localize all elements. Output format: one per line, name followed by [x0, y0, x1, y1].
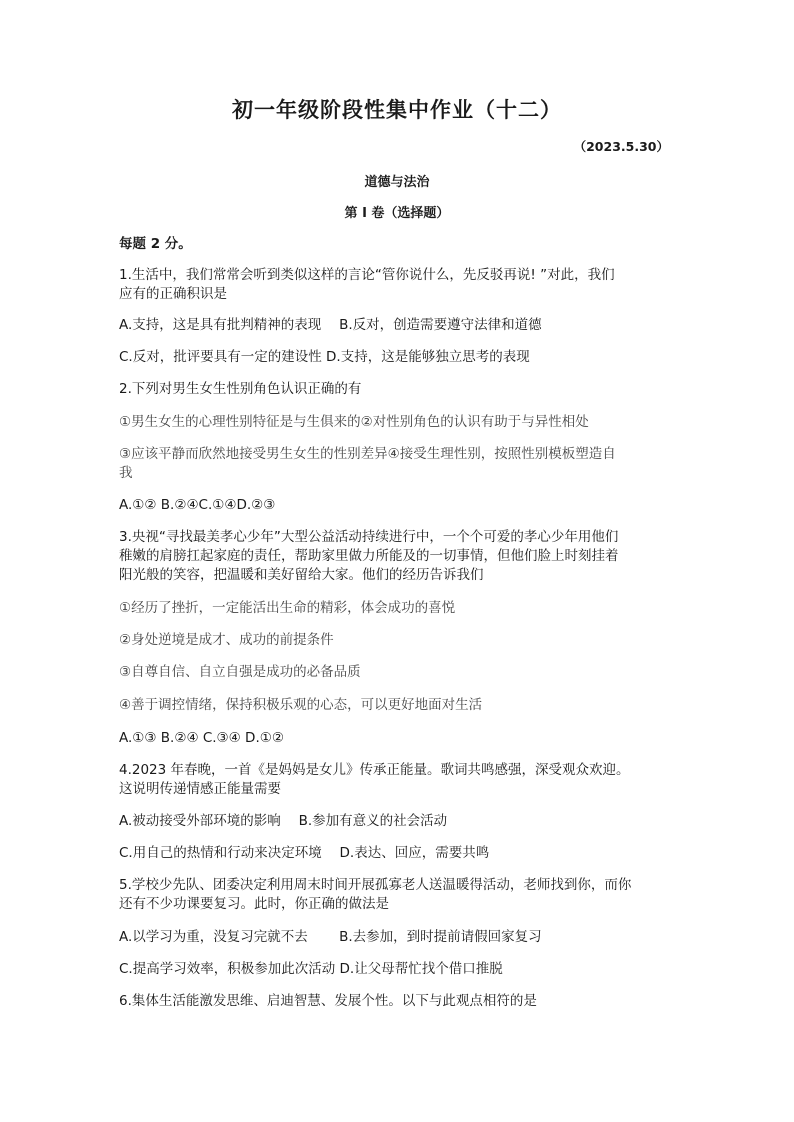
question-5-option-line-2: C.提高学习效率，积极参加此次活动 D.让父母帮忙找个借口推脱	[119, 961, 503, 977]
question-3-options: A.①③ B.②④ C.③④ D.①②	[119, 730, 284, 746]
question-3-stem-line-1: 3.央视“寻找最美孝心少年”大型公益活动持续进行中，一个个可爱的孝心少年用他们	[119, 529, 619, 545]
document-date: （2023.5.30）	[573, 139, 669, 154]
question-1-stem-line-2: 应有的正确积识是	[119, 286, 227, 302]
question-1-option-line-1: A.支持，这是具有批判精神的表现 B.反对，创造需要遵守法律和道德	[119, 317, 542, 333]
subject-heading: 道德与法治	[364, 175, 430, 190]
section-heading: 第 I 卷（选择题）	[344, 206, 450, 221]
question-3-statement-1: ①经历了挫折，一定能活出生命的精彩，体会成功的喜悦	[119, 600, 456, 616]
question-4-option-line-2: C.用自己的热情和行动来决定环境 D.表达、回应，需要共鸣	[119, 845, 490, 861]
question-2-options: A.①② B.②④C.①④D.②③	[119, 497, 276, 513]
question-5-option-line-1: A.以学习为重，没复习完就不去 B.去参加，到时提前请假回家复习	[119, 929, 542, 945]
score-note: 每题 2 分。	[119, 236, 192, 252]
question-6-stem: 6.集体生活能激发思维、启迪智慧、发展个性。以下与此观点相符的是	[119, 993, 537, 1009]
question-4-stem-line-1: 4.2023 年春晚，一首《是妈妈是女儿》传承正能量。歌词共鸣感强，深受观众欢迎。	[119, 762, 630, 778]
question-5-stem-line-1: 5.学校少先队、团委决定利用周末时间开展孤寡老人送温暖得活动，老师找到你，而你	[119, 877, 632, 893]
question-1-option-line-2: C.反对，批评要具有一定的建设性 D.支持，这是能够独立思考的表现	[119, 349, 530, 365]
question-2-statement-line-1: ①男生女生的心理性别特征是与生俱来的②对性别角色的认识有助于与异性相处	[119, 414, 589, 430]
question-2-stem: 2.下列对男生女生性别角色认识正确的有	[119, 381, 362, 397]
question-3-statement-4: ④善于调控情绪，保持积极乐观的心态，可以更好地面对生活	[119, 697, 483, 713]
question-3-stem-line-3: 阳光般的笑容，把温暖和美好留给大家。他们的经历告诉我们	[119, 567, 484, 583]
question-5-stem-line-2: 还有不少功课要复习。此时，你正确的做法是	[119, 896, 389, 912]
question-2-statement-line-2: ③应该平静而欣然地接受男生女生的性别差异④接受生理性别，按照性别模板塑造自	[119, 446, 616, 462]
question-4-option-line-1: A.被动接受外部环境的影响 B.参加有意义的社会活动	[119, 813, 448, 829]
question-2-statement-line-3: 我	[119, 465, 133, 481]
question-3-stem-line-2: 稚嫩的肩膀扛起家庭的责任，帮助家里做力所能及的一切事情，但他们脸上时刻挂着	[119, 548, 619, 564]
question-1-stem-line-1: 1.生活中，我们常常会听到类似这样的言论“管你说什么，先反驳再说! ”对此，我们	[119, 267, 615, 283]
question-4-stem-line-2: 这说明传递情感正能量需要	[119, 781, 281, 797]
page-title: 初一年级阶段性集中作业（十二）	[232, 98, 562, 122]
question-3-statement-3: ③自尊自信、自立自强是成功的必备品质	[119, 664, 361, 680]
question-3-statement-2: ②身处逆境是成才、成功的前提条件	[119, 632, 334, 648]
